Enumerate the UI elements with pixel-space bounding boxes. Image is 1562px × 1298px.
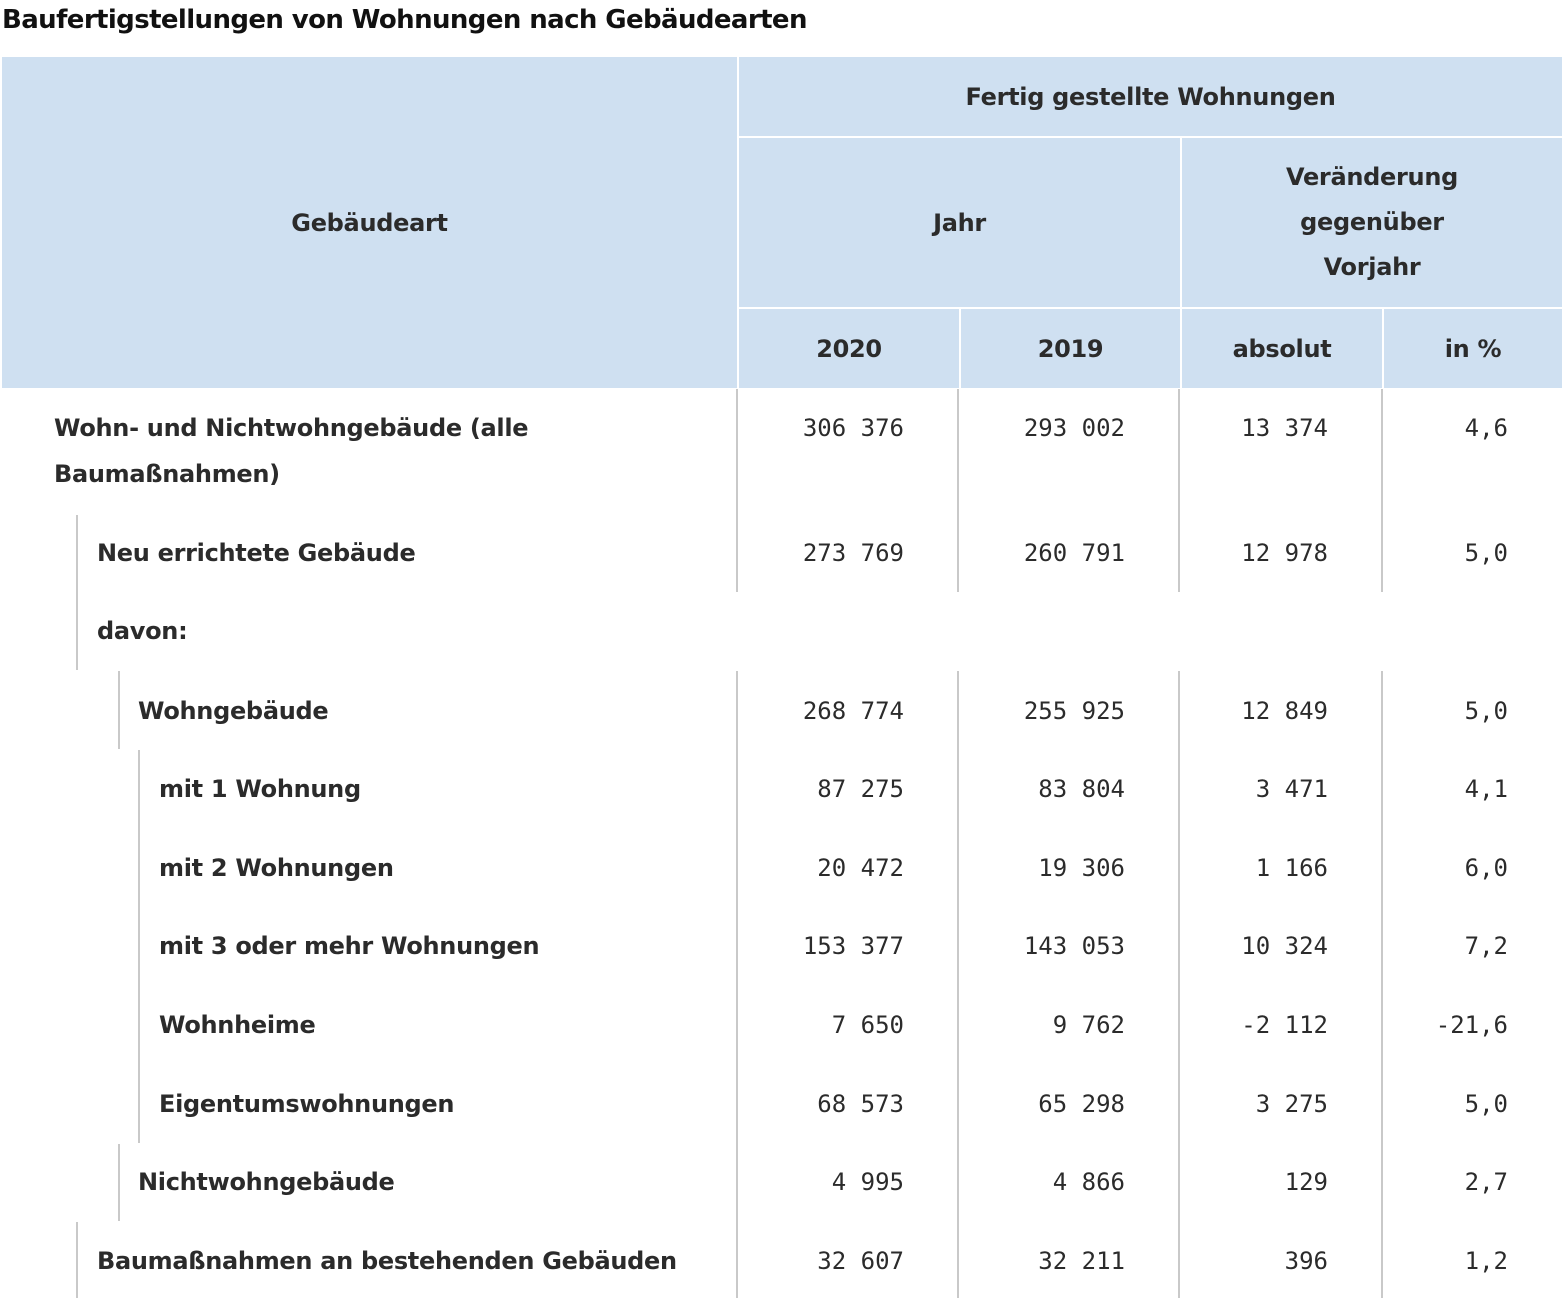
column-divider xyxy=(736,671,738,1298)
header-2020: 2020 xyxy=(739,309,959,388)
value-2020: 273 769 xyxy=(802,539,904,567)
value-2020: 20 472 xyxy=(817,854,904,882)
row-label: Baumaßnahmen an bestehenden Gebäuden xyxy=(97,1247,677,1275)
column-divider xyxy=(1381,389,1383,592)
value-prozent: 5,0 xyxy=(1464,539,1508,567)
value-2020: 4 995 xyxy=(831,1168,904,1196)
row-label: mit 2 Wohnungen xyxy=(159,854,394,882)
value-absolut: 3 275 xyxy=(1255,1090,1328,1118)
row-label: mit 1 Wohnung xyxy=(159,775,361,803)
value-2020: 32 607 xyxy=(817,1247,904,1275)
header-fertig-gestellte-wohnungen: Fertig gestellte Wohnungen xyxy=(739,57,1562,136)
value-2019: 65 298 xyxy=(1038,1090,1125,1118)
header-gebaeudeart: Gebäudeart xyxy=(2,57,737,388)
value-2020: 268 774 xyxy=(802,697,904,725)
value-2019: 260 791 xyxy=(1023,539,1125,567)
value-absolut: 129 xyxy=(1284,1168,1328,1196)
header-veraenderung: Veränderung gegenüber Vorjahr xyxy=(1182,138,1562,307)
value-absolut: 396 xyxy=(1284,1247,1328,1275)
row-label: Eigentumswohnungen xyxy=(159,1090,455,1118)
header-absolut: absolut xyxy=(1182,309,1382,388)
value-2019: 83 804 xyxy=(1038,775,1125,803)
header-in-prozent: in % xyxy=(1384,309,1562,388)
value-2020: 153 377 xyxy=(802,932,904,960)
value-absolut: 12 978 xyxy=(1241,539,1328,567)
row-label: Nichtwohngebäude xyxy=(138,1168,395,1196)
value-prozent: 6,0 xyxy=(1464,854,1508,882)
indent-guide xyxy=(76,515,78,670)
value-2019: 32 211 xyxy=(1038,1247,1125,1275)
value-absolut: 12 849 xyxy=(1241,697,1328,725)
value-absolut: 10 324 xyxy=(1241,932,1328,960)
row-label: Wohnheime xyxy=(159,1011,316,1039)
value-prozent: 4,6 xyxy=(1464,414,1508,442)
column-divider xyxy=(1178,389,1180,592)
value-prozent: 4,1 xyxy=(1464,775,1508,803)
value-absolut: 1 166 xyxy=(1255,854,1328,882)
column-divider xyxy=(1381,671,1383,1298)
value-prozent: 5,0 xyxy=(1464,697,1508,725)
value-2020: 7 650 xyxy=(831,1011,904,1039)
value-absolut: -2 112 xyxy=(1241,1011,1328,1039)
value-2019: 4 866 xyxy=(1052,1168,1125,1196)
column-divider xyxy=(736,389,738,592)
indent-guide xyxy=(118,1144,120,1221)
column-divider xyxy=(957,389,959,592)
value-2020: 68 573 xyxy=(817,1090,904,1118)
value-prozent: 2,7 xyxy=(1464,1168,1508,1196)
header-2019: 2019 xyxy=(961,309,1180,388)
value-prozent: -21,6 xyxy=(1435,1011,1508,1039)
value-prozent: 1,2 xyxy=(1464,1247,1508,1275)
value-2019: 19 306 xyxy=(1038,854,1125,882)
value-2019: 143 053 xyxy=(1023,932,1125,960)
row-label: Wohngebäude xyxy=(138,697,329,725)
column-divider xyxy=(1178,671,1180,1298)
header-jahr: Jahr xyxy=(739,138,1180,307)
value-2019: 9 762 xyxy=(1052,1011,1125,1039)
value-absolut: 3 471 xyxy=(1255,775,1328,803)
row-label: mit 3 oder mehr Wohnungen xyxy=(159,932,540,960)
value-2019: 293 002 xyxy=(1023,414,1125,442)
row-label: Neu errichtete Gebäude xyxy=(97,539,416,567)
value-prozent: 7,2 xyxy=(1464,932,1508,960)
value-2020: 87 275 xyxy=(817,775,904,803)
column-divider xyxy=(957,671,959,1298)
page-title: Baufertigstellungen von Wohnungen nach Gebäudearten xyxy=(2,5,807,35)
indent-guide xyxy=(138,750,140,1143)
value-prozent: 5,0 xyxy=(1464,1090,1508,1118)
value-2020: 306 376 xyxy=(802,414,904,442)
indent-guide xyxy=(76,1222,78,1298)
row-label: davon: xyxy=(97,617,188,645)
indent-guide xyxy=(118,671,120,749)
value-2019: 255 925 xyxy=(1023,697,1125,725)
value-absolut: 13 374 xyxy=(1241,414,1328,442)
row-label: Wohn- und Nichtwohngebäude (alle Baumaßnahmen) xyxy=(54,414,529,488)
